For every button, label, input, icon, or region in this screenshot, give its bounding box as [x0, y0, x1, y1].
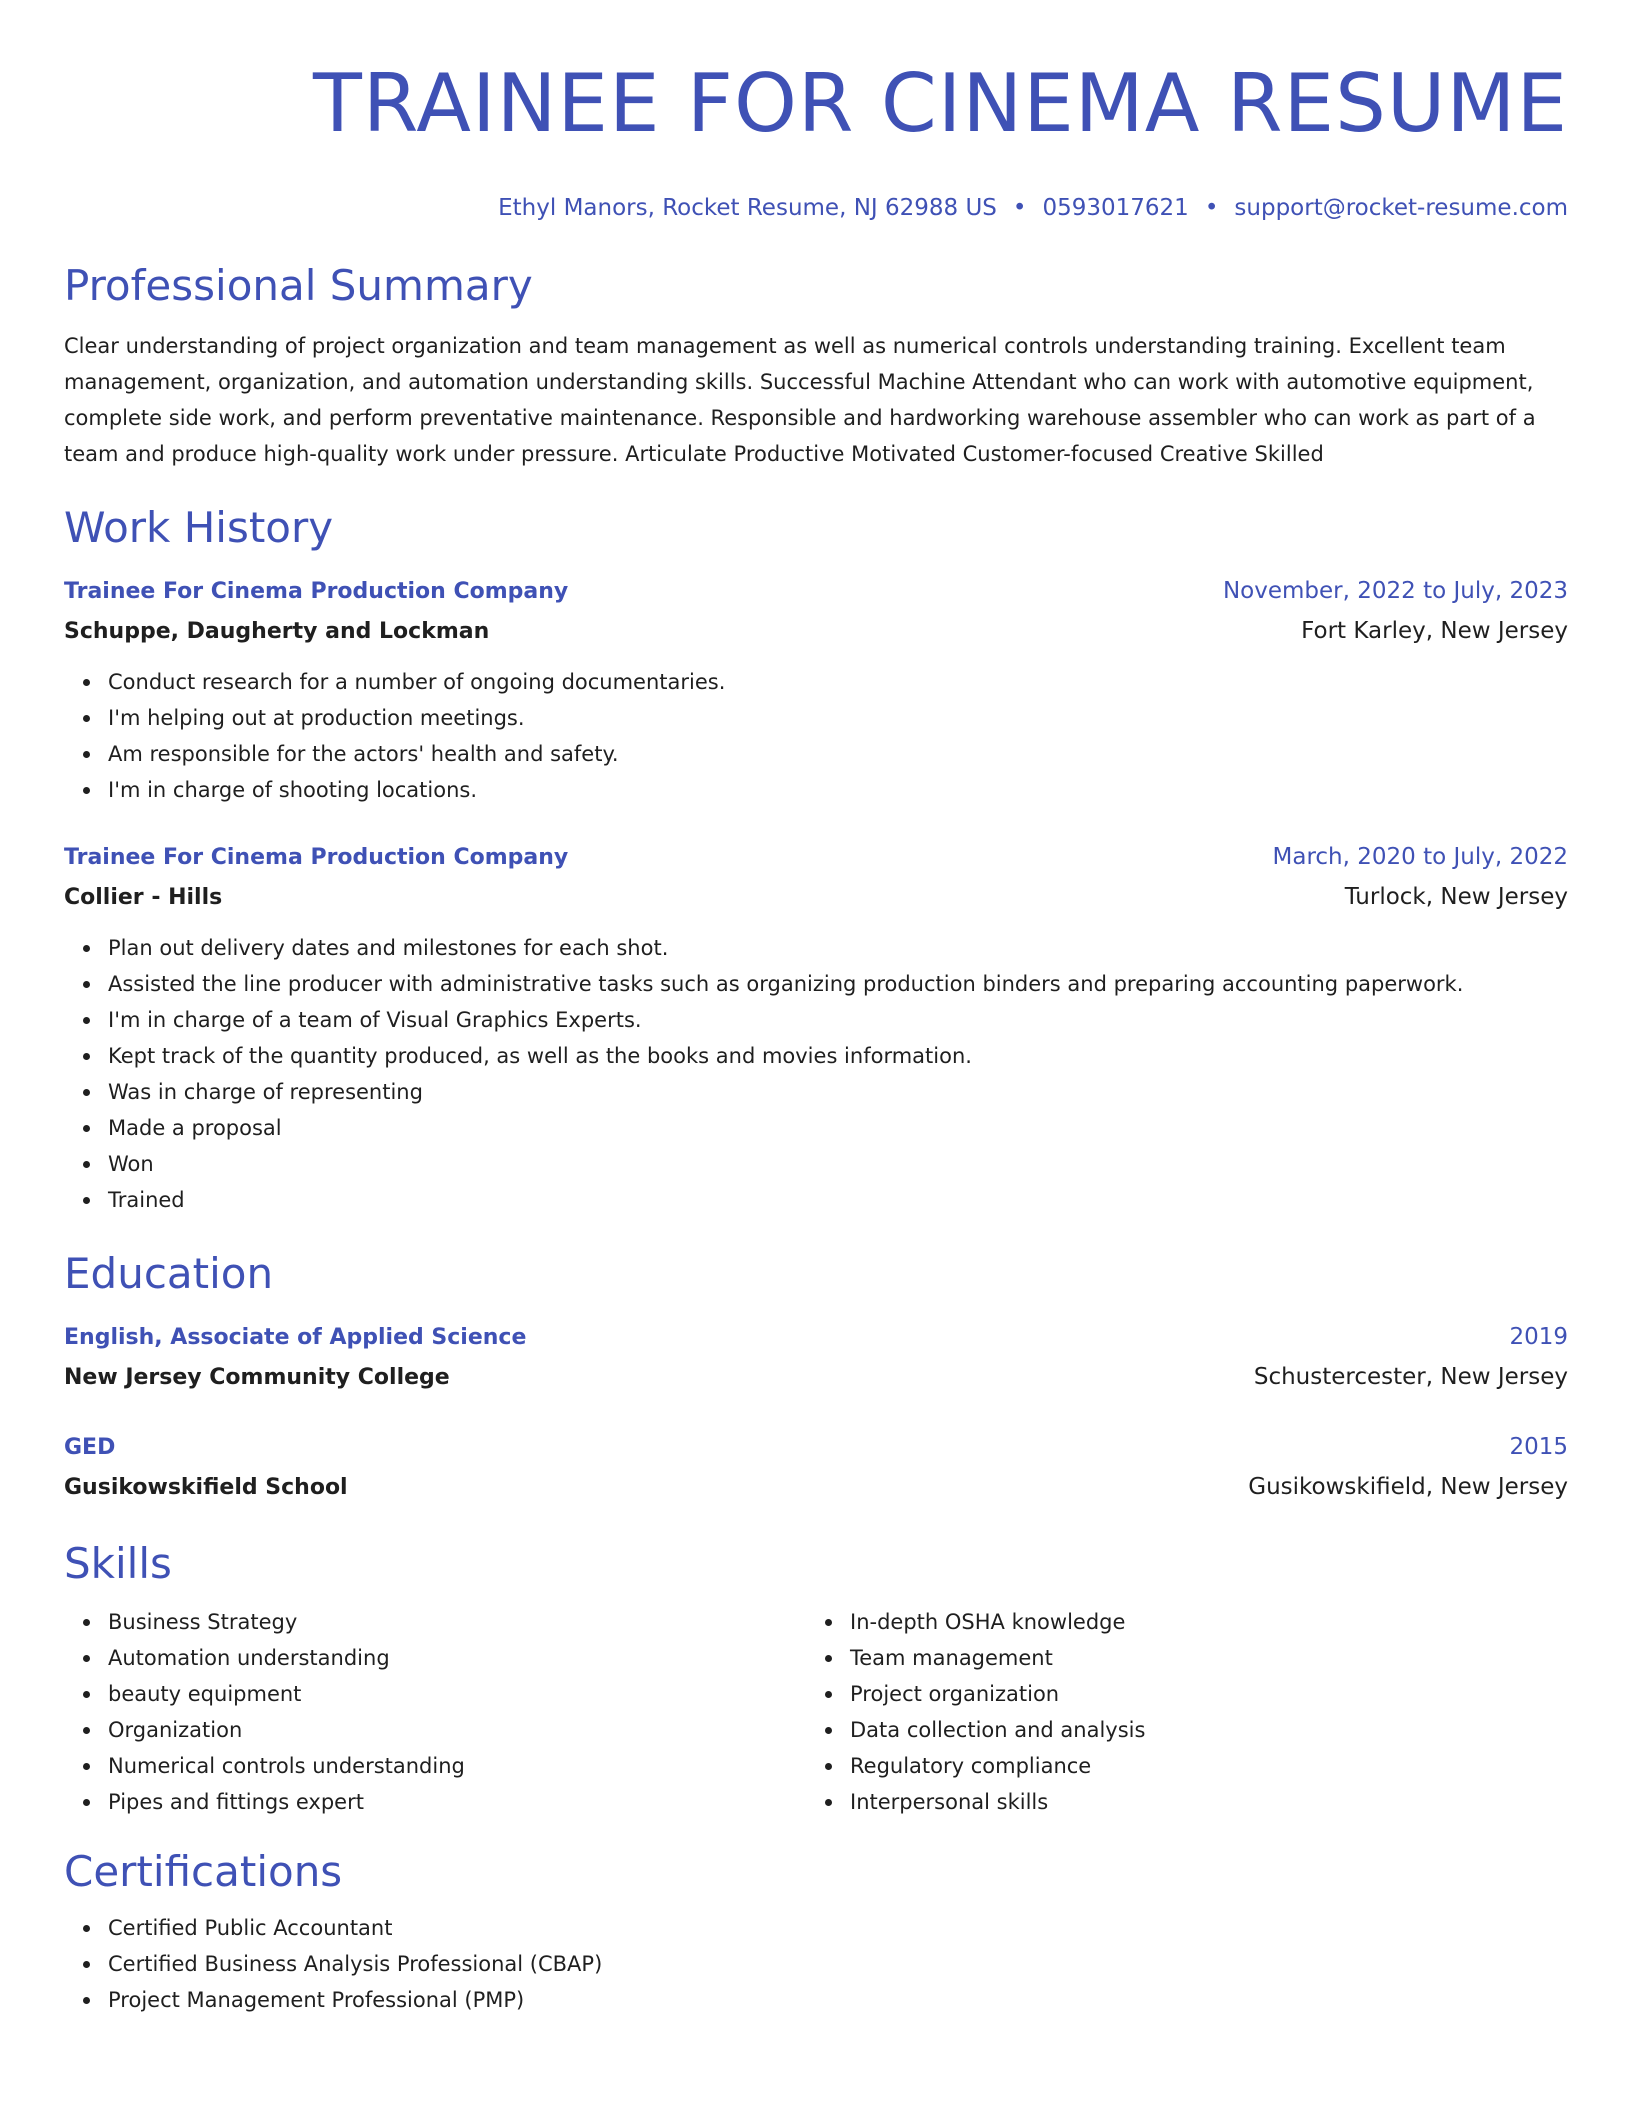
list-item: Conduct research for a number of ongoing documentaries.: [108, 664, 1568, 700]
list-item: Certified Public Accountant: [108, 1910, 1568, 1946]
contact-phone: 0593017621: [1042, 195, 1189, 221]
list-item: Data collection and analysis: [850, 1712, 1548, 1748]
list-item: Business Strategy: [108, 1604, 806, 1640]
education-year: 2015: [1509, 1434, 1568, 1460]
list-item: Team management: [850, 1640, 1548, 1676]
list-item: Won: [108, 1146, 1568, 1182]
job-dates: March, 2020 to July, 2022: [1272, 844, 1568, 870]
contact-line: [64, 192, 1568, 224]
list-item: Automation understanding: [108, 1640, 806, 1676]
education-location: Schustercester, New Jersey: [1253, 1364, 1568, 1390]
job-role: Trainee For Cinema Production Company: [64, 845, 569, 870]
certifications-list: [64, 1910, 1568, 2018]
skills-right-list: [806, 1604, 1548, 1820]
list-item: beauty equipment: [108, 1676, 806, 1712]
skills-list: [64, 1604, 1568, 1820]
job-entry: [64, 572, 1568, 808]
list-item: Kept track of the quantity produced, as well as the books and movies information.: [108, 1038, 1568, 1074]
education-school: Gusikowskifield School: [64, 1475, 348, 1500]
job-company: Schuppe, Daugherty and Lockman: [64, 619, 490, 644]
education-degree: English, Associate of Applied Science: [64, 1325, 527, 1350]
job-bullets: [64, 930, 1568, 1218]
contact-separator: •: [1204, 195, 1219, 221]
education-entry: [64, 1318, 1568, 1398]
section-title-education: Education: [64, 1249, 274, 1298]
section-title-summary: Professional Summary: [64, 261, 533, 310]
list-item: Was in charge of representing: [108, 1074, 1568, 1110]
contact-email[interactable]: support@rocket-resume.com: [1234, 195, 1568, 221]
list-item: Pipes and fittings expert: [108, 1784, 806, 1820]
list-item: In-depth OSHA knowledge: [850, 1604, 1548, 1640]
list-item: I'm in charge of a team of Visual Graphics Experts.: [108, 1002, 1568, 1038]
list-item: Organization: [108, 1712, 806, 1748]
contact-separator: •: [1012, 195, 1027, 221]
job-bullets: [64, 664, 1568, 808]
list-item: Project organization: [850, 1676, 1548, 1712]
section-title-work-history: Work History: [64, 503, 334, 552]
list-item: Am responsible for the actors' health and safety.: [108, 736, 1568, 772]
resume-header: [64, 56, 1568, 224]
skills-left-list: [64, 1604, 806, 1820]
list-item: Made a proposal: [108, 1110, 1568, 1146]
education-school: New Jersey Community College: [64, 1365, 450, 1390]
list-item: Assisted the line producer with administrative tasks such as organizing production binders and preparing accounting paperwork.: [108, 966, 1568, 1002]
education-degree: GED: [64, 1435, 116, 1460]
section-title-skills: Skills: [64, 1539, 172, 1588]
education-entry: [64, 1428, 1568, 1508]
job-dates: November, 2022 to July, 2023: [1222, 578, 1568, 604]
list-item: Interpersonal skills: [850, 1784, 1548, 1820]
skills-column-right: [806, 1604, 1548, 1820]
list-item: Numerical controls understanding: [108, 1748, 806, 1784]
list-item: Trained: [108, 1182, 1568, 1218]
list-item: I'm in charge of shooting locations.: [108, 772, 1568, 808]
list-item: Certified Business Analysis Professional (CBAP): [108, 1946, 1568, 1982]
job-location: Fort Karley, New Jersey: [1301, 618, 1568, 644]
list-item: I'm helping out at production meetings.: [108, 700, 1568, 736]
job-role: Trainee For Cinema Production Company: [64, 579, 569, 604]
list-item: Project Management Professional (PMP): [108, 1982, 1568, 2018]
list-item: Regulatory compliance: [850, 1748, 1548, 1784]
job-company: Collier - Hills: [64, 885, 223, 910]
summary-text: Clear understanding of project organization and team management as well as numerical controls understanding training. Excellent team management, organization, and automation understanding skills. Successful Machine Attendant who can work with automotive equipment, complete side work, and perform preventative maintenance. Responsible and hardworking warehouse assembler who can work as part of a team and produce high-quality work under pressure. Articulate Productive Motivated Customer-focused Creative Skilled: [64, 334, 1536, 466]
contact-address: Ethyl Manors, Rocket Resume, NJ 62988 US: [498, 195, 997, 221]
job-location: Turlock, New Jersey: [1344, 884, 1568, 910]
education-location: Gusikowskifield, New Jersey: [1248, 1474, 1568, 1500]
resume-title: TRAINEE FOR CINEMA RESUME: [313, 57, 1568, 150]
list-item: Plan out delivery dates and milestones for each shot.: [108, 930, 1568, 966]
skills-column-left: [64, 1604, 806, 1820]
education-year: 2019: [1509, 1324, 1568, 1350]
section-title-certifications: Certifications: [64, 1847, 343, 1896]
job-entry: [64, 838, 1568, 1218]
